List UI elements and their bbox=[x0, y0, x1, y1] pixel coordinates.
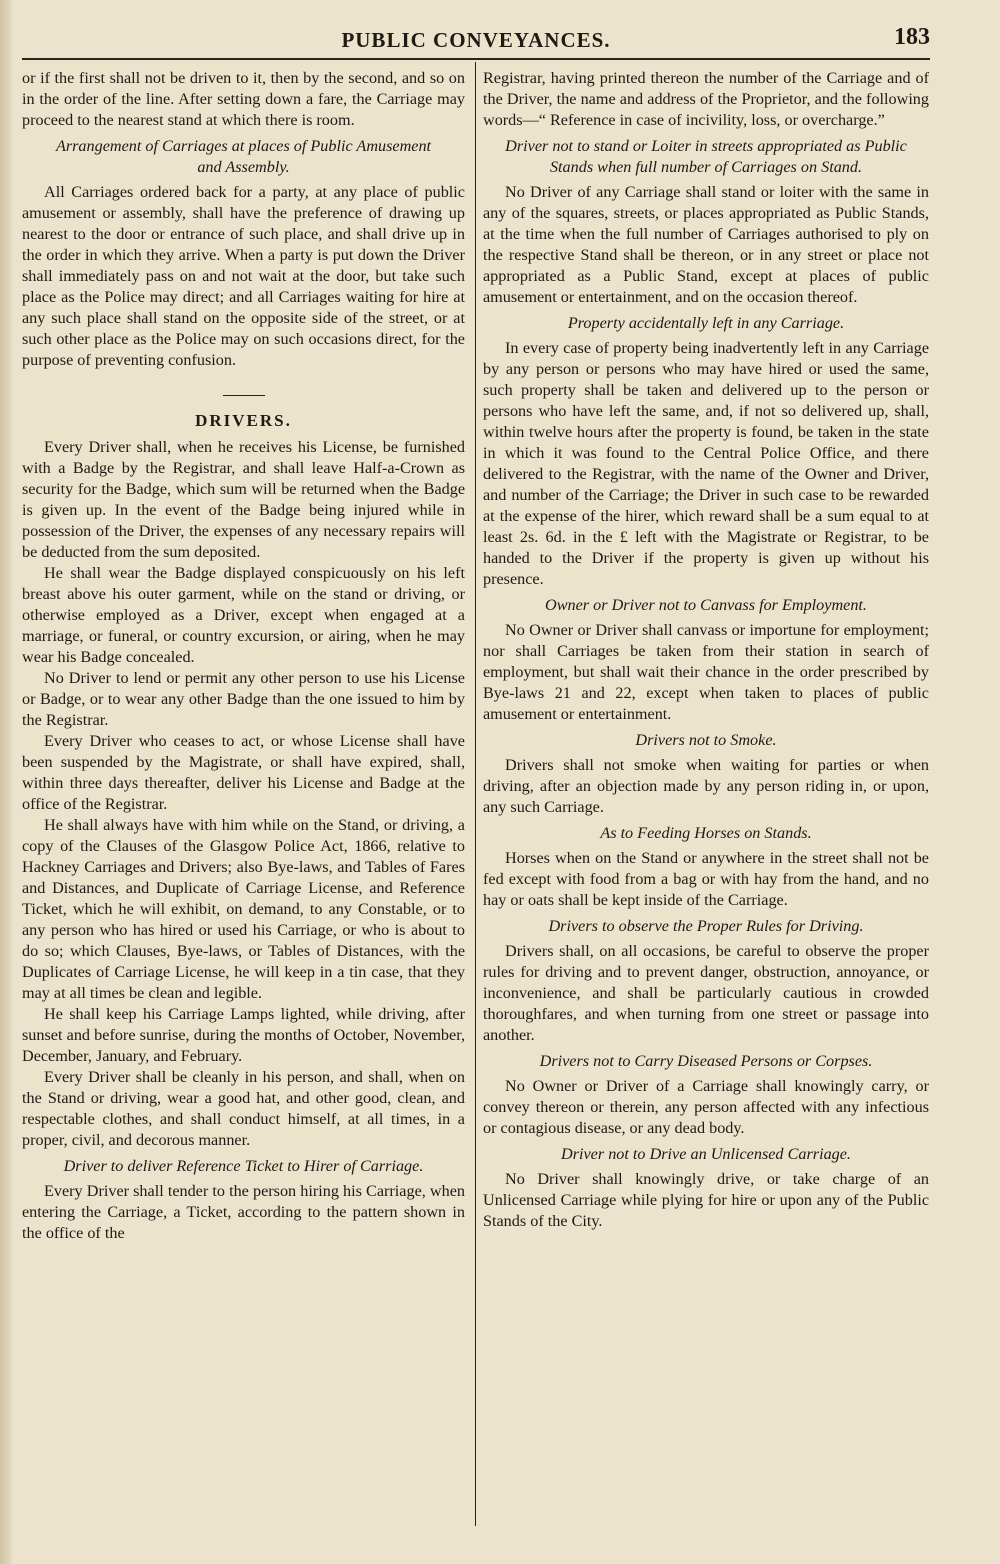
section-heading: Arrangement of Carriages at places of Public Amusement and Assembly. bbox=[55, 137, 432, 176]
page-number: 183 bbox=[894, 24, 930, 50]
paragraph: In every case of property being inadvertently left in any Carriage by any person or persons who may have hired or used the same, such property shall be taken and delivered up to the person or persons who have left the same, and, if not so delivered up, shall, within twelve hours after the property is found, be taken in the state in which it was found to the Central Police Office, and there delivered to the Registrar, with the name of the Owner and Driver, and number of the Carriage; the Driver in such case to be rewarded at the expense of the hirer, which reward shall be a sum equal to at least 2s. 6d. in the £ left with the Magistrate or Registrar, to be handed to the Driver if the property is given up without his presence. bbox=[483, 339, 929, 588]
section-heading: Drivers not to Carry Diseased Persons or Corpses. bbox=[539, 1052, 873, 1070]
header-rule bbox=[22, 58, 930, 60]
paragraph: Every Driver shall be cleanly in his person, and shall, when on the Stand or driving, wear a good hat, and other good, clean, and respectable clothes, and shall conduct himself, at all times, in a proper, civil, and decorous manner. bbox=[22, 1068, 465, 1149]
section-heading: Property accidentally left in any Carriage. bbox=[567, 314, 845, 332]
right-column bbox=[483, 68, 929, 1232]
section-heading: Driver not to stand or Loiter in streets appropriated as Public Stands when full number of Carriages on Stand. bbox=[505, 137, 907, 176]
paragraph: No Driver shall knowingly drive, or take charge of an Unlicensed Carriage while plying for hire or upon any of the Public Stands of the City. bbox=[483, 1170, 929, 1230]
paragraph: He shall keep his Carriage Lamps lighted, while driving, after sunset and before sunrise, during the months of October, November, December, January, and February. bbox=[22, 1005, 465, 1065]
running-title: PUBLIC CONVEYANCES. bbox=[341, 28, 611, 52]
short-rule bbox=[223, 395, 265, 396]
paragraph: Every Driver shall tender to the person hiring his Carriage, when entering the Carriage, a Ticket, according to the pattern shown in the office of the bbox=[22, 1182, 465, 1242]
paragraph: All Carriages ordered back for a party, at any place of public amusement or assembly, shall have the preference of drawing up nearest to the door or entrance of such place, and shall drive up in the order in which they arrive. When a party is put down the Driver shall immediately pass on and not wait at the door, but take such place as the Police may direct; and all Carriages waiting for hire at any such place shall stand on the opposite side of the street, or at such other place as the Police may on such occasions direct, for the purpose of preventing confusion. bbox=[22, 183, 465, 369]
column-divider bbox=[475, 62, 476, 1526]
page-header bbox=[22, 24, 930, 56]
paragraph: Drivers shall not smoke when waiting for parties or when driving, after an objection made by any person riding in, or upon, any such Carriage. bbox=[483, 756, 929, 816]
paragraph: or if the first shall not be driven to it, then by the second, and so on in the order of the line. After setting down a fare, the Carriage may proceed to the nearest stand at which there is room. bbox=[22, 69, 465, 129]
section-heading: Driver to deliver Reference Ticket to Hirer of Carriage. bbox=[63, 1157, 424, 1175]
paragraph: He shall wear the Badge displayed conspicuously on his left breast above his outer garment, while on the stand or driving, or otherwise employed as a Driver, except when engaged at a marriage, or funeral, or country excursion, or airing, when he may wear his Badge concealed. bbox=[22, 564, 465, 666]
paragraph: Drivers shall, on all occasions, be careful to observe the proper rules for driving and to prevent danger, obstruction, annoyance, or inconvenience, and shall be particularly cautious in crowded thoroughfares, and when turning from one street or passage into another. bbox=[483, 942, 929, 1044]
section-heading: Drivers not to Smoke. bbox=[635, 731, 777, 749]
paragraph: Horses when on the Stand or anywhere in the street shall not be fed except with food from a bag or with hay from the hand, and no hay or oats shall be kept inside of the Carriage. bbox=[483, 849, 929, 909]
paragraph: No Driver to lend or permit any other person to use his License or Badge, or to wear any other Badge than the one issued to him by the Registrar. bbox=[22, 669, 465, 729]
paragraph: Every Driver shall, when he receives his License, be furnished with a Badge by the Registrar, and shall leave Half-a-Crown as security for the Badge, which sum will be returned when the Badge is given up. In the event of the Badge being injured while in possession of the Driver, the expenses of any necessary repairs will be deducted from the sum deposited. bbox=[22, 438, 465, 561]
section-heading: Drivers to observe the Proper Rules for Driving. bbox=[548, 917, 864, 935]
paragraph: Registrar, having printed thereon the number of the Carriage and of the Driver, the name and address of the Proprietor, and the following words—“ Reference in case of incivility, loss, or overcharge.” bbox=[483, 69, 929, 129]
paragraph: No Driver of any Carriage shall stand or loiter with the same in any of the squares, streets, or places appropriated as Public Stands, at the time when the full number of Carriages authorised to ply on the respective Stand shall be thereon, or in any street or place not appropriated as a Public Stand, except at places of public amusement or entertainment, and on the occasion thereof. bbox=[483, 183, 929, 306]
paragraph: He shall always have with him while on the Stand, or driving, a copy of the Clauses of the Glasgow Police Act, 1866, relative to Hackney Carriages and Drivers; also Bye-laws, and Tables of Fares and Distances, and Duplicate of Carriage License, and Reference Ticket, which he will exhibit, on demand, to any Constable, or to any person who has hired or used his Carriage, or who is about to do so; which Clauses, Bye-laws, or Tables of Distances, with the Duplicates of Carriage License, he will keep in a tin case, that they may at all times be clean and legible. bbox=[22, 816, 465, 1002]
paragraph: Every Driver who ceases to act, or whose License shall have been suspended by the Magistrate, or shall have expired, shall, within three days thereafter, deliver his License and Badge at the office of the Registrar. bbox=[22, 732, 465, 813]
section-heading: Owner or Driver not to Canvass for Employment. bbox=[545, 596, 867, 614]
section-heading: Driver not to Drive an Unlicensed Carriage. bbox=[561, 1145, 851, 1163]
paragraph: No Owner or Driver shall canvass or importune for employment; nor shall Carriages be taken from their station in search of employment, but shall wait their chance in the order prescribed by Bye-laws 21 and 22, except when taken to places of public amusement or entertainment. bbox=[483, 621, 929, 723]
drivers-heading: DRIVERS. bbox=[195, 411, 292, 430]
paragraph: No Owner or Driver of a Carriage shall knowingly carry, or convey thereon or therein, any person affected with any infectious or contagious disease, or any dead body. bbox=[483, 1077, 929, 1137]
section-heading: As to Feeding Horses on Stands. bbox=[600, 824, 812, 842]
page-edge bbox=[0, 0, 12, 1564]
left-column bbox=[22, 68, 465, 1244]
